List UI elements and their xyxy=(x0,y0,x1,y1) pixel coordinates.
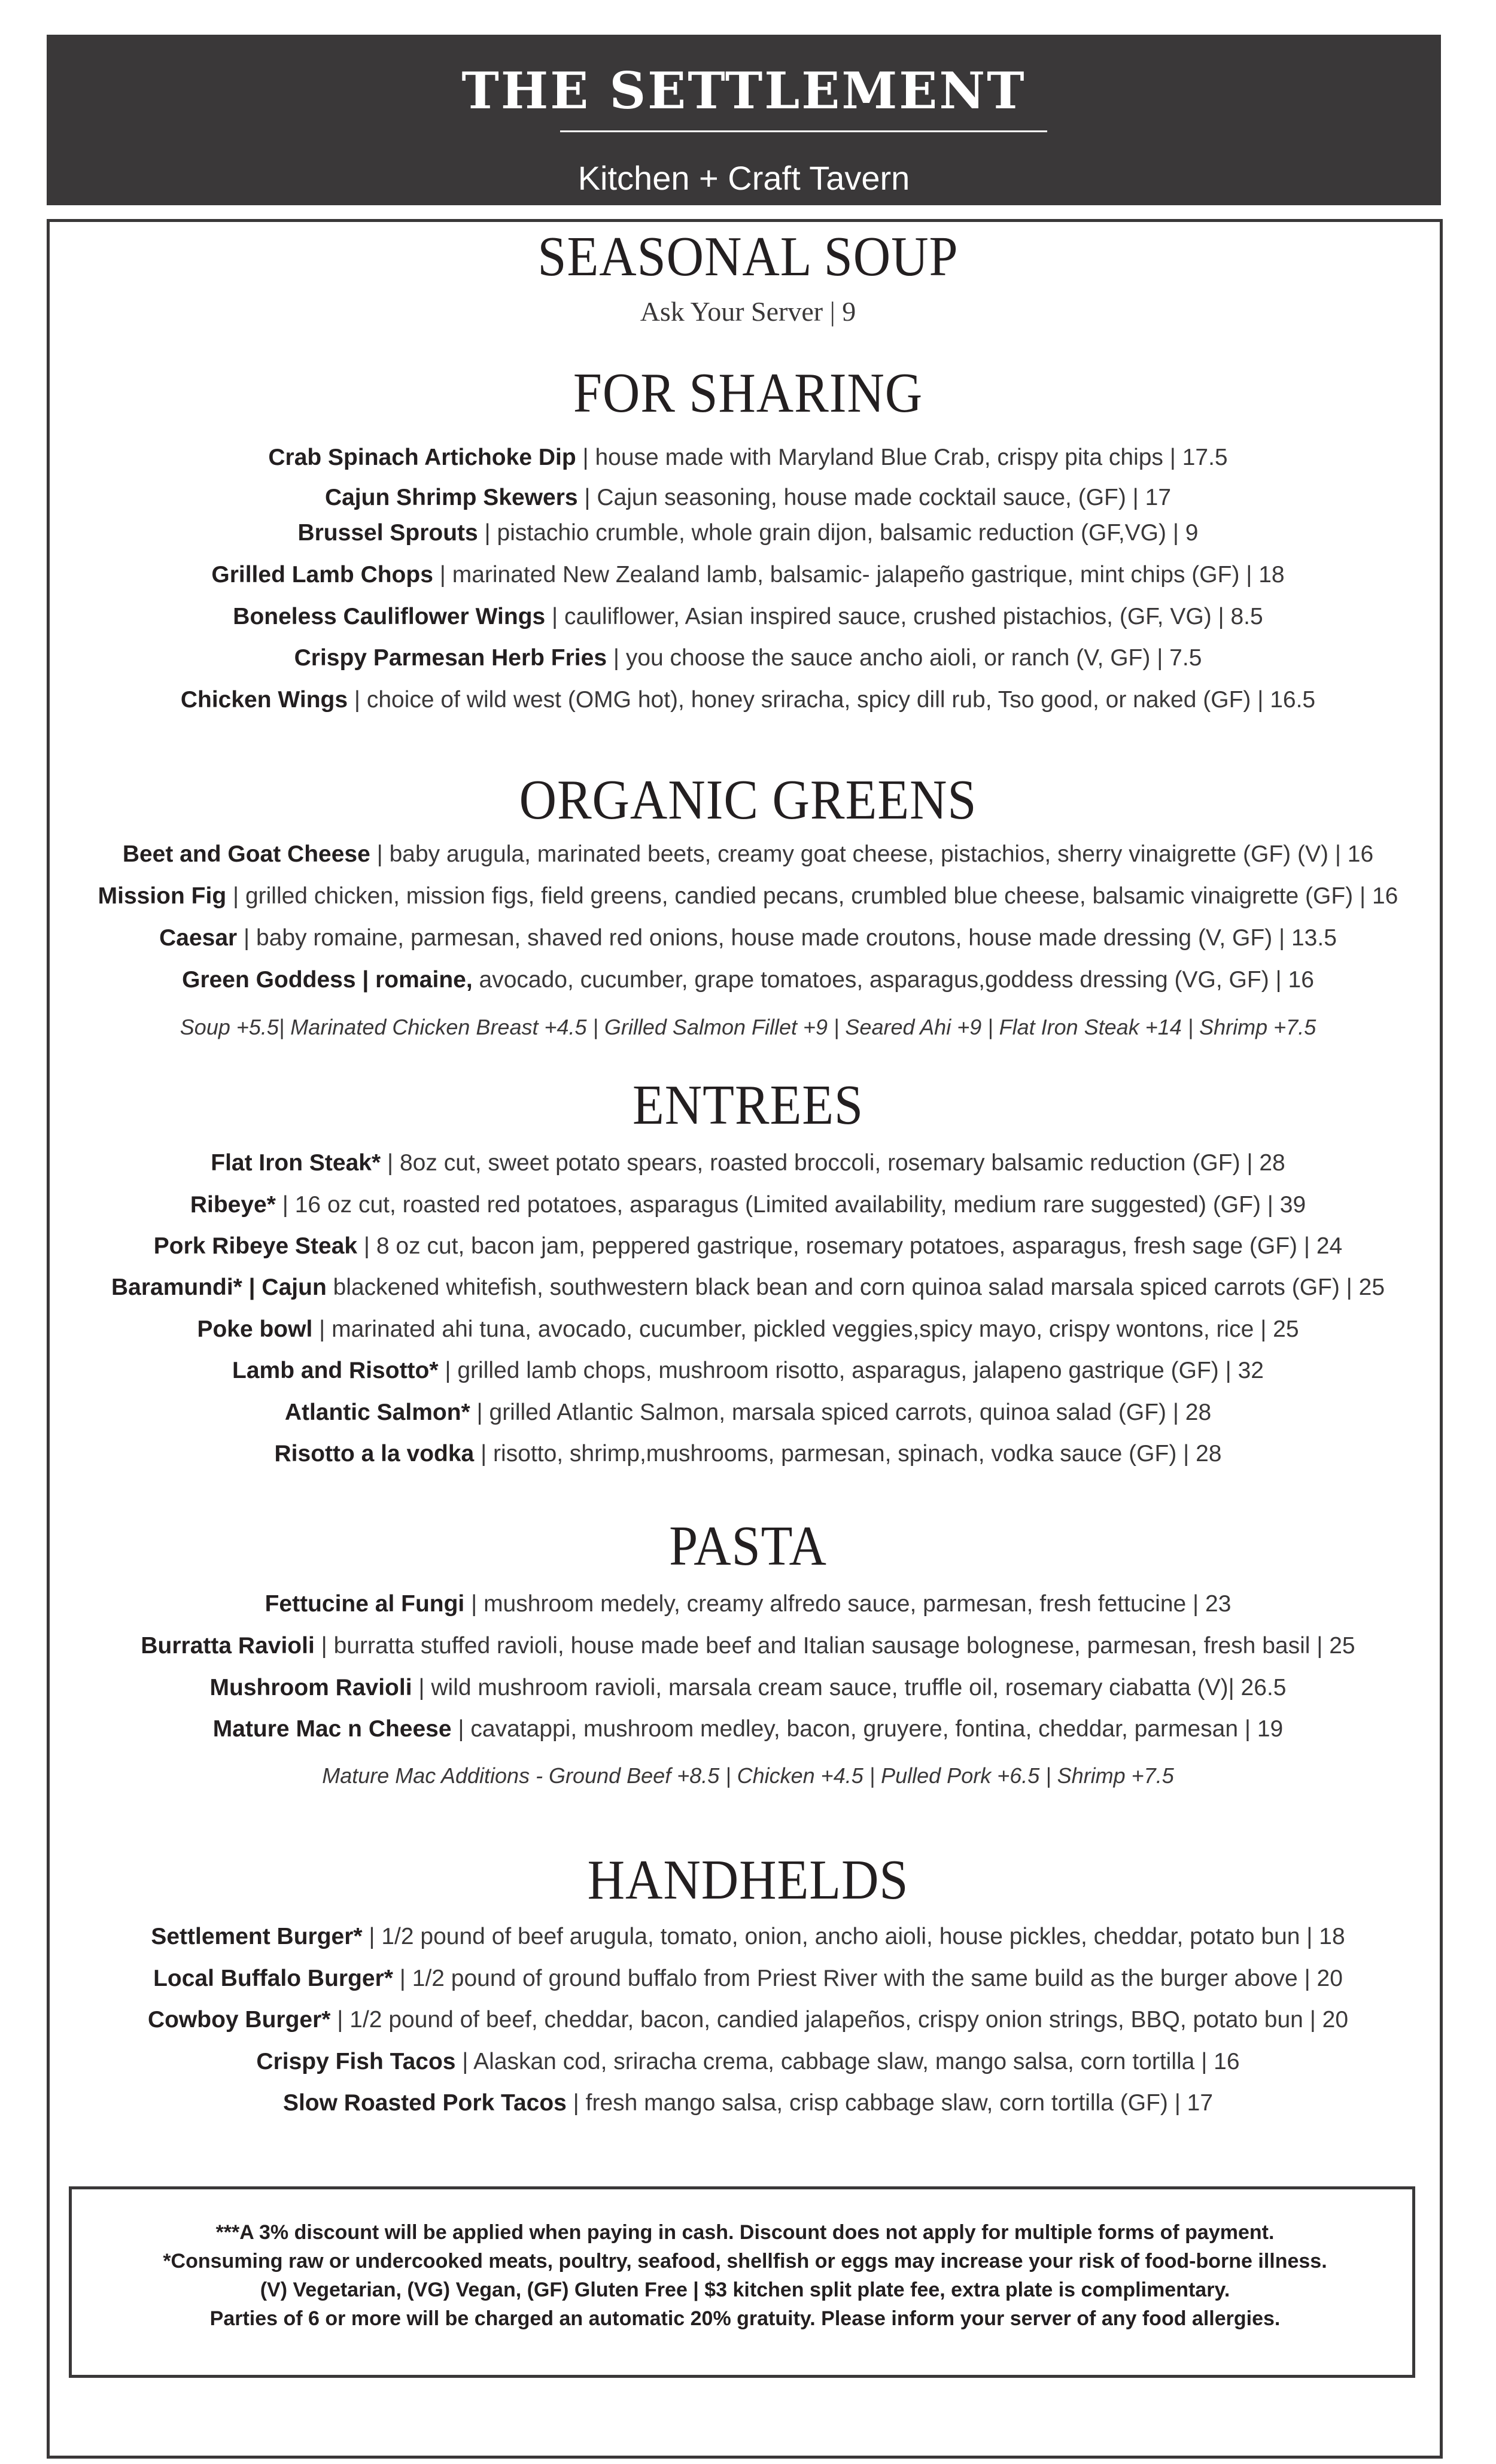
item-desc: | fresh mango salsa, crisp cabbage slaw, corn tortilla (GF) | 17 xyxy=(566,2090,1214,2116)
item-desc: | 16 oz cut, roasted red potatoes, asparagus (Limited availability, medium rare suggested) (GF) | 39 xyxy=(275,1192,1306,1218)
footer-line: *Consuming raw or undercooked meats, poultry, seafood, shellfish or eggs may increase your risk of food-borne illness. xyxy=(163,2250,1327,2273)
item-desc: | choice of wild west (OMG hot), honey sriracha, spicy dill rub, Tso good, or naked (GF) | 16.5 xyxy=(348,687,1316,713)
item-name: Chicken Wings xyxy=(180,687,348,713)
item-name: Brussel Sprouts xyxy=(297,520,478,546)
item-name: Crab Spinach Artichoke Dip xyxy=(268,445,576,470)
section-title-handhelds: HANDHELDS xyxy=(587,1849,909,1911)
pasta-additions-note: Mature Mac Additions - Ground Beef +8.5 | Chicken +4.5 | Pulled Pork +6.5 | Shrimp +7.5 xyxy=(322,1763,1174,1788)
menu-item xyxy=(0,485,1496,512)
item-name: Risotto a la vodka xyxy=(274,1441,475,1467)
item-desc: | Alaskan cod, sriracha crema, cabbage slaw, mango salsa, corn tortilla | 16 xyxy=(455,2049,1240,2074)
item-desc: | baby romaine, parmesan, shaved red onions, house made croutons, house made dressing (V, GF) | 13.5 xyxy=(237,925,1337,951)
item-desc: | you choose the sauce ancho aioli, or ranch (V, GF) | 7.5 xyxy=(607,645,1202,671)
item-desc: | Cajun seasoning, house made cocktail sauce, (GF) | 17 xyxy=(577,485,1172,510)
menu-item xyxy=(0,1441,1496,1468)
footer-line: Parties of 6 or more will be charged an automatic 20% gratuity. Please inform your server of any food allergies. xyxy=(209,2307,1281,2330)
item-name: Cajun Shrimp Skewers xyxy=(324,485,578,510)
menu-item xyxy=(0,883,1496,910)
section-title-entrees: ENTREES xyxy=(633,1074,863,1136)
section-title-for-sharing: FOR SHARING xyxy=(573,362,923,424)
menu-item xyxy=(0,1233,1496,1260)
menu-item xyxy=(0,645,1496,672)
item-name: Flat Iron Steak* xyxy=(211,1150,381,1176)
item-name: Cowboy Burger* xyxy=(147,2007,331,2033)
menu-item xyxy=(0,1358,1496,1385)
menu-item xyxy=(0,1716,1496,1743)
menu-item xyxy=(0,562,1496,589)
item-name: Crispy Parmesan Herb Fries xyxy=(294,645,607,671)
item-desc: avocado, cucumber, grape tomatoes, asparagus,goddess dressing (VG, GF) | 16 xyxy=(472,967,1314,993)
item-desc: | wild mushroom ravioli, marsala cream sauce, truffle oil, rosemary ciabatta (V)| 26.5 xyxy=(412,1675,1287,1701)
menu-item xyxy=(0,841,1496,868)
section-title-organic-greens: ORGANIC GREENS xyxy=(519,769,977,831)
item-name: Grilled Lamb Chops xyxy=(211,562,433,588)
menu-item xyxy=(0,1924,1496,1951)
item-name: Poke bowl xyxy=(197,1316,313,1342)
item-desc: | marinated New Zealand lamb, balsamic- jalapeño gastrique, mint chips (GF) | 18 xyxy=(433,562,1285,588)
item-name: Burratta Ravioli xyxy=(141,1633,315,1659)
brand-underline xyxy=(560,130,1047,132)
item-desc: | burratta stuffed ravioli, house made beef and Italian sausage bolognese, parmesan, fresh basil | 25 xyxy=(314,1633,1355,1659)
item-desc: | 8oz cut, sweet potato spears, roasted broccoli, rosemary balsamic reduction (GF) | 28 xyxy=(381,1150,1285,1176)
footer-notice-box xyxy=(69,2186,1415,2378)
menu-item xyxy=(0,1675,1496,1702)
brand-tagline: Kitchen + Craft Tavern xyxy=(577,159,910,197)
menu-item xyxy=(0,967,1496,994)
section-title-seasonal-soup: SEASONAL SOUP xyxy=(537,226,959,288)
footer-line: (V) Vegetarian, (VG) Vegan, (GF) Gluten Free | $3 kitchen split plate fee, extra plate is complimentary. xyxy=(260,2279,1230,2301)
item-desc: | house made with Maryland Blue Crab, crispy pita chips | 17.5 xyxy=(576,445,1228,470)
item-desc: | pistachio crumble, whole grain dijon, balsamic reduction (GF,VG) | 9 xyxy=(478,520,1199,546)
menu-item xyxy=(0,1150,1496,1177)
item-desc: | risotto, shrimp,mushrooms, parmesan, spinach, vodka sauce (GF) | 28 xyxy=(474,1441,1222,1467)
menu-item xyxy=(0,687,1496,714)
item-desc: | baby arugula, marinated beets, creamy goat cheese, pistachios, sherry vinaigrette (GF) (V) | 16 xyxy=(370,841,1374,867)
item-name: Atlantic Salmon* xyxy=(284,1400,470,1425)
item-desc: | mushroom medely, creamy alfredo sauce, parmesan, fresh fettucine | 23 xyxy=(464,1591,1232,1617)
item-name: Pork Ribeye Steak xyxy=(153,1233,358,1259)
menu-item xyxy=(0,520,1496,547)
menu-item xyxy=(0,2049,1496,2076)
item-desc: blackened whitefish, southwestern black bean and corn quinoa salad marsala spiced carrots (GF) | 25 xyxy=(326,1274,1385,1300)
item-name: Lamb and Risotto* xyxy=(232,1358,439,1383)
menu-item xyxy=(0,1274,1496,1301)
menu-item xyxy=(0,1400,1496,1426)
header-banner xyxy=(47,35,1441,205)
menu-item xyxy=(0,1966,1496,1993)
item-name: Caesar xyxy=(159,925,238,951)
item-name: Boneless Cauliflower Wings xyxy=(233,604,546,629)
menu-item xyxy=(0,1591,1496,1618)
item-desc: | 1/2 pound of beef arugula, tomato, onion, ancho aioli, house pickles, cheddar, potato bun | 18 xyxy=(362,1924,1345,1949)
item-desc: | marinated ahi tuna, avocado, cucumber, pickled veggies,spicy mayo, crispy wontons, rice | 25 xyxy=(312,1316,1299,1342)
seasonal-soup-subtitle: Ask Your Server | 9 xyxy=(640,296,856,327)
item-name: Ribeye* xyxy=(190,1192,276,1218)
item-name: Settlement Burger* xyxy=(151,1924,363,1949)
item-desc: | grilled chicken, mission figs, field greens, candied pecans, crumbled blue cheese, balsamic vinaigrette (GF) | 16 xyxy=(226,883,1398,909)
greens-additions-note: Soup +5.5| Marinated Chicken Breast +4.5 | Grilled Salmon Fillet +9 | Seared Ahi +9 | Flat Iron Steak +14 | Shrimp +7.5 xyxy=(180,1015,1316,1039)
menu-item xyxy=(0,925,1496,952)
menu-item xyxy=(0,1192,1496,1219)
footer-line: ***A 3% discount will be applied when paying in cash. Discount does not apply for multiple forms of payment. xyxy=(215,2221,1275,2244)
item-desc: | cavatappi, mushroom medley, bacon, gruyere, fontina, cheddar, parmesan | 19 xyxy=(451,1716,1284,1742)
item-name: Mature Mac n Cheese xyxy=(212,1716,452,1742)
menu-item xyxy=(0,2090,1496,2117)
item-name: Slow Roasted Pork Tacos xyxy=(282,2090,567,2116)
menu-item xyxy=(0,1633,1496,1660)
item-name: Crispy Fish Tacos xyxy=(256,2049,456,2074)
brand-name: THE SETTLEMENT xyxy=(461,61,1026,120)
item-name: Local Buffalo Burger* xyxy=(153,1966,393,1991)
item-desc: | 8 oz cut, bacon jam, peppered gastrique, rosemary potatoes, asparagus, fresh sage (GF) | 24 xyxy=(357,1233,1343,1259)
section-title-pasta: PASTA xyxy=(669,1515,827,1577)
item-name: Fettucine al Fungi xyxy=(264,1591,465,1617)
item-name: Green Goddess | romaine, xyxy=(182,967,473,993)
menu-item xyxy=(0,445,1496,471)
item-name: Mission Fig xyxy=(98,883,227,909)
menu-item xyxy=(0,1316,1496,1343)
item-desc: | 1/2 pound of beef, cheddar, bacon, candied jalapeños, crispy onion strings, BBQ, potato bun | 20 xyxy=(330,2007,1349,2033)
menu-item xyxy=(0,2007,1496,2034)
item-name: Baramundi* | Cajun xyxy=(111,1274,327,1300)
item-desc: | grilled lamb chops, mushroom risotto, asparagus, jalapeno gastrique (GF) | 32 xyxy=(438,1358,1264,1383)
item-desc: | 1/2 pound of ground buffalo from Priest River with the same build as the burger above | 20 xyxy=(393,1966,1343,1991)
item-name: Mushroom Ravioli xyxy=(209,1675,412,1701)
item-desc: | cauliflower, Asian inspired sauce, crushed pistachios, (GF, VG) | 8.5 xyxy=(545,604,1263,629)
item-desc: | grilled Atlantic Salmon, marsala spiced carrots, quinoa salad (GF) | 28 xyxy=(470,1400,1212,1425)
item-name: Beet and Goat Cheese xyxy=(122,841,370,867)
menu-item xyxy=(0,604,1496,631)
